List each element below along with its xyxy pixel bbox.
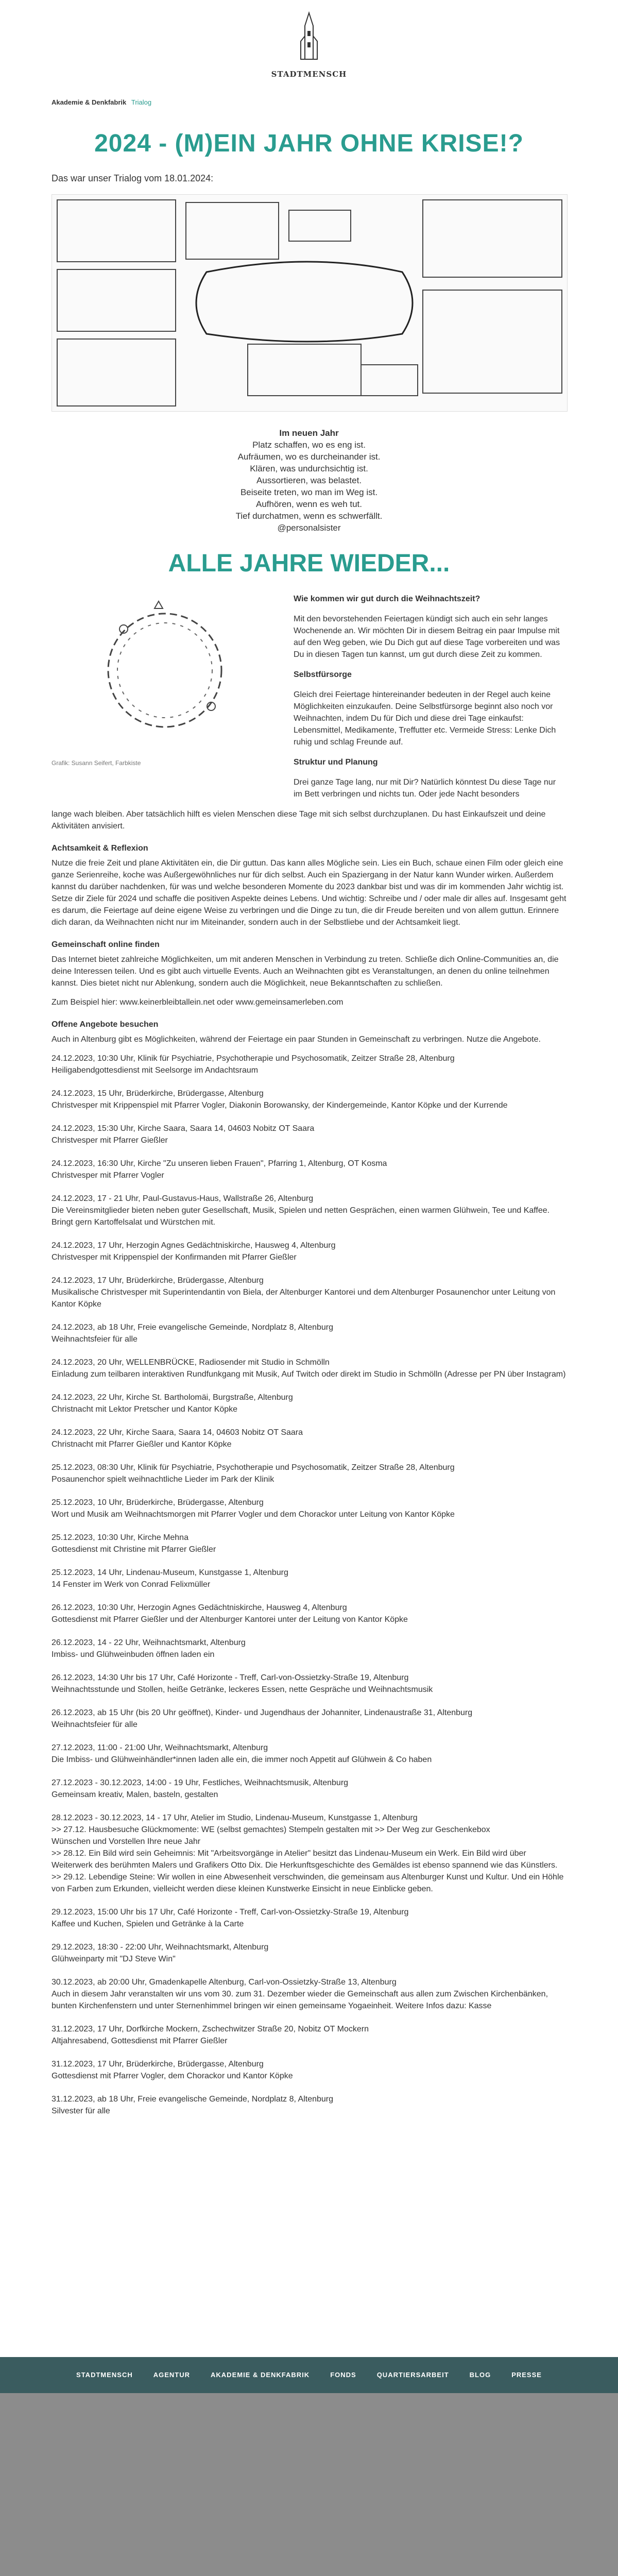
logo-wordmark: STADTMENSCH [271,70,347,79]
site-logo[interactable] [268,0,350,79]
question-heading: Wie kommen wir gut durch die Weihnachtszeit? [294,595,480,603]
poem-line: Beiseite treten, wo man im Weg ist. [240,487,378,497]
event-item: 26.12.2023, 14:30 Uhr bis 17 Uhr, Café Horizonte - Treff, Carl-von-Ossietzky-Straße 19, Altenburg Weihnachtsstunde und Stollen, heiße Getränke, leckeres Essen, nette Gespräche und Weihnachtsmusik [52,1673,433,1694]
event-item: 29.12.2023, 15:00 Uhr bis 17 Uhr, Café Horizonte - Treff, Carl-von-Ossietzky-Straße 19, Altenburg Kaffee und Kuchen, Spielen und Getränke à la Carte [52,1908,409,1928]
poem-line: Aussortieren, was belastet. [256,476,362,485]
breadcrumb-parent[interactable]: Akademie & Denkfabrik [52,98,127,106]
nav-item[interactable]: FONDS [330,2371,356,2379]
event-item: 31.12.2023, 17 Uhr, Brüderkirche, Brüdergasse, Altenburg Gottesdienst mit Pfarrer Vogler, dem Chorackor und Kantor Köpke [52,2060,293,2080]
paragraph: Auch in Altenburg gibt es Möglichkeiten, während der Feiertage ein paar Stunden in Gemeinschaft zu verbringen. Nutze die Angebote. [52,1035,541,1044]
paragraph: Das Internet bietet zahlreiche Möglichkeiten, um mit anderen Menschen in Verbindung zu treten. Schließe dich Online-Communities an, die deine Interessen teilen. Und es gibt auch virtuelle Events. Auch an Weihnachten gibt es Veranstaltungen, an denen du online teilnehmen kannst. Dies bietet nicht nur Ablenkung, sondern auch die Möglichkeit, neue Bekanntschaften zu schließen. [52,955,559,988]
poem-line: Aufhören, wenn es weh tut. [255,499,363,509]
event-item: 25.12.2023, 10:30 Uhr, Kirche Mehna Gottesdienst mit Christine mit Pfarrer Gießler [52,1533,216,1554]
wreath-illustration-icon [52,588,278,753]
event-item: 24.12.2023, 22 Uhr, Kirche Saara, Saara 14, 04603 Nobitz OT Saara Christnacht mit Pfarrer Gießler und Kantor Köpke [52,1428,303,1449]
poem-line: Klären, was undurchsichtig ist. [250,464,368,473]
nav-item[interactable]: BLOG [469,2371,491,2379]
event-item: 25.12.2023, 08:30 Uhr, Klinik für Psychiatrie, Psychotherapie und Psychosomatik, Zeitzer Straße 28, Altenburg Posaunenchor spielt weihnachtliche Lieder im Park der Klinik [52,1463,455,1484]
poem-credit: @personalsister [277,523,341,533]
event-item: 29.12.2023, 18:30 - 22:00 Uhr, Weihnachtsmarkt, Altenburg Glühweinparty mit "DJ Steve Win" [52,1943,269,1963]
structure-heading: Struktur und Planung [294,758,378,767]
poem-line: Tief durchatmen, wenn es schwerfällt. [235,511,383,521]
paragraph: lange wach bleiben. Aber tatsächlich hilft es vielen Menschen diese Tage mit sich selbst durchzuplanen. Du hast Einkaufszeit und deine Aktivitäten anvisiert. [52,810,546,831]
poem-title: Im neuen Jahr [279,428,339,438]
nav-item[interactable]: PRESSE [511,2371,542,2379]
nav-item[interactable]: AKADEMIE & DENKFABRIK [211,2371,310,2379]
sketch-illustration-icon [52,195,567,411]
event-item: 24.12.2023, 17 Uhr, Herzogin Agnes Gedächtniskirche, Hausweg 4, Altenburg Christvesper mit Krippenspiel der Konfirmanden mit Pfarrer Gießler [52,1241,336,1262]
event-item: 24.12.2023, 15:30 Uhr, Kirche Saara, Saara 14, 04603 Nobitz OT Saara Christvesper mit Pfarrer Gießler [52,1124,315,1145]
paragraph: Nutze die freie Zeit und plane Aktivitäten ein, die Dir guttun. Das kann alles Mögliche sein. Lies ein Buch, schaue einen Film oder gleich eine ganze Serienreihe, koche was Außergewöhnliches nur für dich selbst. Auch ein Spaziergang in der Natur kann Wunder wirken. Außerdem kannst du darüber nachdenken, für was und welche besonderen Momente du 2023 dankbar bist und was dir im kommenden Jahr wichtig ist. Setze dir Ziele für 2024 und schaffe die positiven Aspekte deines Lebens. Und wichtig: Schreibe und / oder male dir alles auf. Insgesamt geht es darum, die Feiertage auf deine eigene Weise zu verbringen und die Dinge zu tun, die dir Freude bereiten und von allem guttun. Erinnere dich daran, da Weihnachten nicht nur im Miteinander, sondern auch in der Selbstliebe und der Achtsamkeit liegt. [52,859,566,927]
event-item: 24.12.2023, 10:30 Uhr, Klinik für Psychiatrie, Psychotherapie und Psychosomatik, Zeitzer Straße 28, Altenburg Heiligabendgottesdienst mit Seelsorge im Andachtsraum [52,1054,455,1075]
event-item: 24.12.2023, 20 Uhr, WELLENBRÜCKE, Radiosender mit Studio in Schmölln Einladung zum teilbaren interaktiven Rundfunkgang mit Musik, Auf Twitch oder direkt im Studio in Schmölln (Adresse per PN über Instagram) [52,1358,566,1379]
event-item: 26.12.2023, 14 - 22 Uhr, Weihnachtsmarkt, Altenburg Imbiss- und Glühweinbuden öffnen laden ein [52,1638,246,1659]
event-list [52,1053,566,2117]
event-item: 30.12.2023, ab 20:00 Uhr, Gmadenkapelle Altenburg, Carl-von-Ossietzky-Straße 13, Altenburg Auch in diesem Jahr veranstalten wir uns vom 30. zum 31. Dezember wieder die Gemeinschaft aus allen zum Zwischen Kirchenbänken, bunten Kirchenfenstern und unter Sternenhimmel bringen wir einen gemeinsame Yogaeinheit. Weitere Infos dazu: Kasse [52,1978,548,2010]
paragraph: Drei ganze Tage lang, nur mit Dir? Natürlich könntest Du diese Tage nur im Bett verbringen und nichts tun. Oder jede Nacht besonders [294,778,556,799]
event-item: 26.12.2023, 10:30 Uhr, Herzogin Agnes Gedächtniskirche, Hausweg 4, Altenburg Gottesdienst mit Pfarrer Gießler und der Altenburger Kantorei unter der Leitung von Kantor Köpke [52,1603,408,1624]
offers-heading: Offene Angebote besuchen [52,1020,159,1029]
intro-text: Das war unser Trialog vom 18.01.2024: [52,173,214,183]
event-item: 24.12.2023, 16:30 Uhr, Kirche "Zu unseren lieben Frauen", Pfarring 1, Altenburg, OT Kosma Christvesper mit Pfarrer Vogler [52,1159,387,1180]
poem-line: Aufräumen, wo es durcheinander ist. [237,452,381,462]
event-item: 27.12.2023, 11:00 - 21:00 Uhr, Weihnachtsmarkt, Altenburg Die Imbiss- und Glühweinhändler*innen laden alle ein, die immer noch Appetit auf Glühwein & Co haben [52,1743,432,1764]
modal-overlay[interactable] [0,2393,618,2576]
poem-line: Platz schaffen, wo es eng ist. [252,440,366,450]
links-paragraph[interactable]: Zum Beispiel hier: www.keinerbleibtallein.net oder www.gemeinsamerleben.com [52,998,344,1007]
breadcrumb-current[interactable]: Trialog [131,98,152,106]
event-item: 24.12.2023, ab 18 Uhr, Freie evangelische Gemeinde, Nordplatz 8, Altenburg Weihnachtsfeier für alle [52,1323,334,1344]
event-item: 28.12.2023 - 30.12.2023, 14 - 17 Uhr, Atelier im Studio, Lindenau-Museum, Kunstgasse 1, Altenburg >> 27.12. Hausbesuche Glückmomente: WE (selbst gemachtes) Stempeln gestalten mit >> Der Weg zur Geschenkebox Wünschen und Vorstellen Ihre neue Jahr >> 28.12. Ein Bild wird sein Geheimnis: Mit "Arbeitsvorgänge in Atelier" besitzt das Lindenau-Museum ein Werk. Ein Bild wird über Weiterwerk des berühmten Malers und Grafikers Otto Dix. Die Herkunftsgeschichte des Gemäldes ist ebenso spannend wie das Künstlers. >> 29.12. Lebendige Steine: Wir wollen in eine Abwesenheit verschwinden, die gemeinsam aus Altenburger Kunst und Kultur. Und ein Höhle von Farben zum Erkunden, vielleicht werden diese kleinen Kunstwerke Einsicht in neue Einblicke geben. [52,1814,564,1893]
breadcrumb [52,98,566,106]
event-item: 25.12.2023, 10 Uhr, Brüderkirche, Brüdergasse, Altenburg Wort und Musik am Weihnachtsmorgen mit Pfarrer Vogler und dem Chorackor unter Leitung von Kantor Köpke [52,1498,455,1519]
event-item: 26.12.2023, ab 15 Uhr (bis 20 Uhr geöffnet), Kinder- und Jugendhaus der Johanniter, Lindenaustraße 31, Altenburg Weihnachtsfeier für alle [52,1708,473,1729]
event-item: 24.12.2023, 17 - 21 Uhr, Paul-Gustavus-Haus, Wallstraße 26, Altenburg Die Vereinsmitglieder bieten neben guter Gesellschaft, Musik, Spielen und netten Gesprächen, einen warmen Glühwein, Tee und Kaffee. Bringt gern Kartoffelsalat und Würstchen mit. [52,1194,550,1227]
paragraph: Mit den bevorstehenden Feiertagen kündigt sich auch ein sehr langes Wochenende an. Wir möchten Dir in diesem Beitrag ein paar Impulse mit auf den Weg geben, wie Du Dich gut auf diese Tage vorbereiten und was Du in diesen Tagen tun kannst, um gut durch diese Zeit zu kommen. [294,615,560,659]
article-body [52,808,566,2117]
event-item: 27.12.2023 - 30.12.2023, 14:00 - 19 Uhr, Festliches, Weihnachtsmusik, Altenburg Gemeinsam kreativ, Malen, basteln, gestalten [52,1778,349,1799]
image-caption: Grafik: Susann Seifert, Farbkiste [52,759,141,767]
event-item: 31.12.2023, 17 Uhr, Dorfkirche Mockern, Zschechwitzer Straße 20, Nobitz OT Mockern Altjahresabend, Gottesdienst mit Pfarrer Gießler [52,2025,369,2045]
nav-list [0,2357,618,2393]
section-title: ALLE JAHRE WIEDER... [168,550,450,577]
nav-item[interactable]: AGENTUR [153,2371,191,2379]
event-item: 24.12.2023, 15 Uhr, Brüderkirche, Brüdergasse, Altenburg Christvesper mit Krippenspiel mit Pfarrer Vogler, Diakonin Borowansky, der Kindergemeinde, Kantor Köpke und der Kurrende [52,1089,508,1110]
graphic-recording-image [52,194,568,412]
event-item: 24.12.2023, 22 Uhr, Kirche St. Bartholomäi, Burgstraße, Altenburg Christnacht mit Lektor Pretscher und Kantor Köpke [52,1393,293,1414]
nav-item[interactable]: QUARTIERSARBEIT [376,2371,449,2379]
church-logo-icon [294,10,324,67]
poem [52,427,566,534]
page-title: 2024 - (M)EIN JAHR OHNE KRISE!? [94,130,524,157]
event-item: 31.12.2023, ab 18 Uhr, Freie evangelische Gemeinde, Nordplatz 8, Altenburg Silvester für alle [52,2095,334,2115]
mindfulness-heading: Achtsamkeit & Reflexion [52,844,148,853]
selfcare-heading: Selbstfürsorge [294,670,352,679]
paragraph: Gleich drei Feiertage hintereinander bedeuten in der Regel auch keine Möglichkeiten einzukaufen. Deine Selbstfürsorge beginnt also noch vor Weihnachten, indem Du für Dich und diese drei Tage einkaufst: Lebensmittel, Medikamente, Treffutter etc. Vermeide Stress: Lenke Dich ruhig und schlag Freunde auf. [294,690,556,747]
sticky-navbar [0,2357,618,2393]
event-item: 24.12.2023, 17 Uhr, Brüderkirche, Brüdergasse, Altenburg Musikalische Christvesper mit Superintendantin von Biela, der Altenburger Kantorei und dem Altenburger Posaunenchor unter Leitung von Kantor Köpke [52,1276,556,1309]
online-heading: Gemeinschaft online finden [52,940,160,949]
event-item: 25.12.2023, 14 Uhr, Lindenau-Museum, Kunstgasse 1, Altenburg 14 Fenster im Werk von Conrad Felixmüller [52,1568,288,1589]
nav-item[interactable]: STADTMENSCH [76,2371,133,2379]
